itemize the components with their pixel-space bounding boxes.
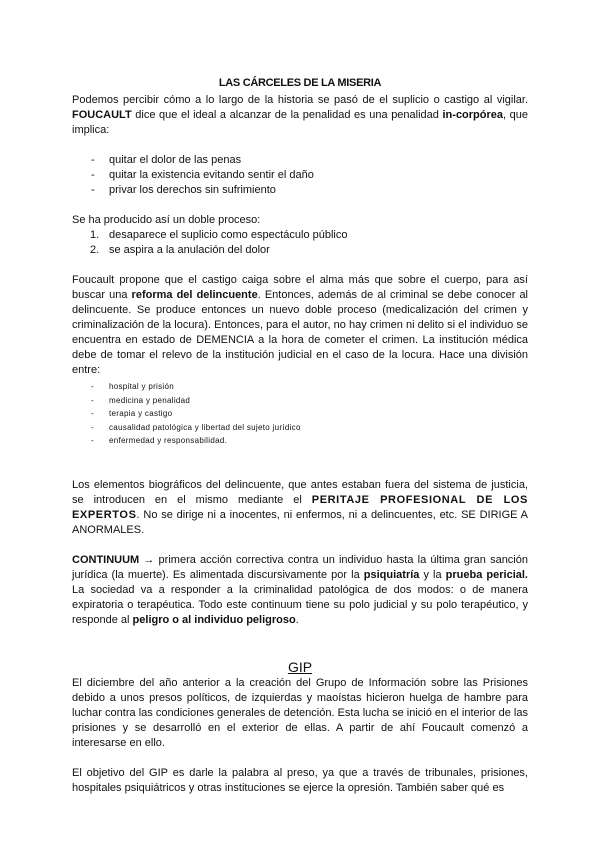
list-item: - medicina y penalidad	[72, 394, 528, 408]
peritaje-text-a: Los elementos biográficos del delincuente, que antes estaban fuera del sistema de justicia, se introducen en el mismo mediante el	[72, 478, 528, 506]
peritaje-bold: PERITAJE PROFESIONAL DE LOS EXPERTOS	[72, 493, 528, 521]
prueba-pericial-bold: prueba pericial.	[445, 568, 528, 581]
list-item: - quitar la existencia evitando sentir el daño	[72, 168, 528, 183]
list-item: - enfermedad y responsabilidad.	[72, 434, 528, 448]
in-corporea-bold: in-corpórea	[442, 109, 504, 121]
proceso-intro: Se ha producido así un doble proceso:	[72, 214, 261, 226]
document-page	[72, 72, 528, 796]
list-item: - hospital y prisión	[72, 380, 528, 394]
continuum-text-c: y la	[419, 568, 446, 581]
item-text: desaparece el suplicio como espectáculo público	[109, 229, 348, 241]
gip-heading: GIP	[287, 658, 313, 675]
list-item: - privar los derechos sin sufrimiento	[72, 183, 528, 198]
intro-text-a: Podemos percibir cómo a lo largo de la historia se pasó de el suplicio o castigo al vigilar.	[72, 94, 528, 106]
list-item	[72, 243, 528, 258]
intro-text-d: , que implica:	[72, 109, 529, 136]
peritaje-text-c: . No se dirige ni a inocentes, ni enfermos, ni a delincuentes, etc. SE DIRIGE A ANORMALES.	[72, 508, 528, 536]
reforma-bold: reforma del delincuente	[131, 289, 258, 301]
list-item: - quitar el dolor de las penas	[72, 153, 528, 168]
implica-list	[72, 153, 528, 198]
foucault-bold: FOUCAULT	[72, 109, 132, 121]
psiquiatria-bold: psiquiatría	[363, 568, 420, 581]
list-item: - causalidad patológica y libertad del sujeto jurídico	[72, 421, 528, 435]
continuum-text-e: .	[295, 613, 299, 626]
item-number: 2.	[90, 244, 100, 256]
castigo-text-a: Foucault propone que el castigo caiga sobre el alma más que sobre el cuerpo, para así buscar una	[72, 274, 528, 301]
paragraph-intro	[72, 93, 528, 138]
paragraph-castigo	[72, 273, 528, 378]
document-title: LAS CÁRCELES DE LA MISERIA	[218, 77, 382, 89]
list-item	[72, 228, 528, 243]
continuum-text-a: → primera acción correctiva contra un individuo hasta la última gran sanción jurídica (la muerte). Es alimentada discursivamente por la	[72, 553, 528, 581]
paragraph-gip-objetivo: El objetivo del GIP es darle la palabra al preso, ya que a través de tribunales, prisiones, hospitales psiquiátricos y otras instituciones se ejerce la opresión. También saber qué es	[72, 766, 528, 794]
paragraph-peritaje	[72, 478, 528, 538]
castigo-text-c: . Entonces, además de al criminal se debe conocer al delincuente. Se produce entonces un nuevo doble proceso (medicalización del crimen y criminalización de la locura). Entonces, para el autor, no hay crimen ni delito si el individuo se encuentra en estado de DEMENCIA a la hora de cometer el crimen. La institución médica debe de tomar el relevo de la institución judicial en el caso de la locura. Hace una división entre:	[72, 289, 529, 376]
paragraph-gip-origen: El diciembre del año anterior a la creación del Grupo de Información sobre las Prisiones debido a unos presos políticos, de izquierdas y maoístas hicieron huelga de hambre para luchar contra las condiciones generales de detención. Esta lucha se inició en el interior de las prisiones y se desarrolló en el exterior de ellas. A partir de ahí Foucault comenzó a interesarse en ello.	[72, 676, 528, 749]
list-item: - terapia y castigo	[72, 407, 528, 421]
division-list	[72, 380, 528, 448]
intro-text-c: dice que el ideal a alcanzar de la penalidad es una penalidad	[131, 109, 443, 121]
continuum-text-d: La sociedad va a responder a la criminalidad patológica de dos modos: o de manera expiratoria o terapéutica. Todo este continuum tiene su polo judicial y su polo terapéutico, y responde al	[72, 583, 528, 626]
continuum-bold: CONTINUUM	[72, 553, 140, 566]
proceso-list	[72, 228, 528, 258]
paragraph-continuum	[72, 553, 528, 628]
item-text: se aspira a la anulación del dolor	[109, 244, 270, 256]
item-number: 1.	[90, 229, 100, 241]
peligro-bold: peligro o al individuo peligroso	[132, 613, 296, 626]
